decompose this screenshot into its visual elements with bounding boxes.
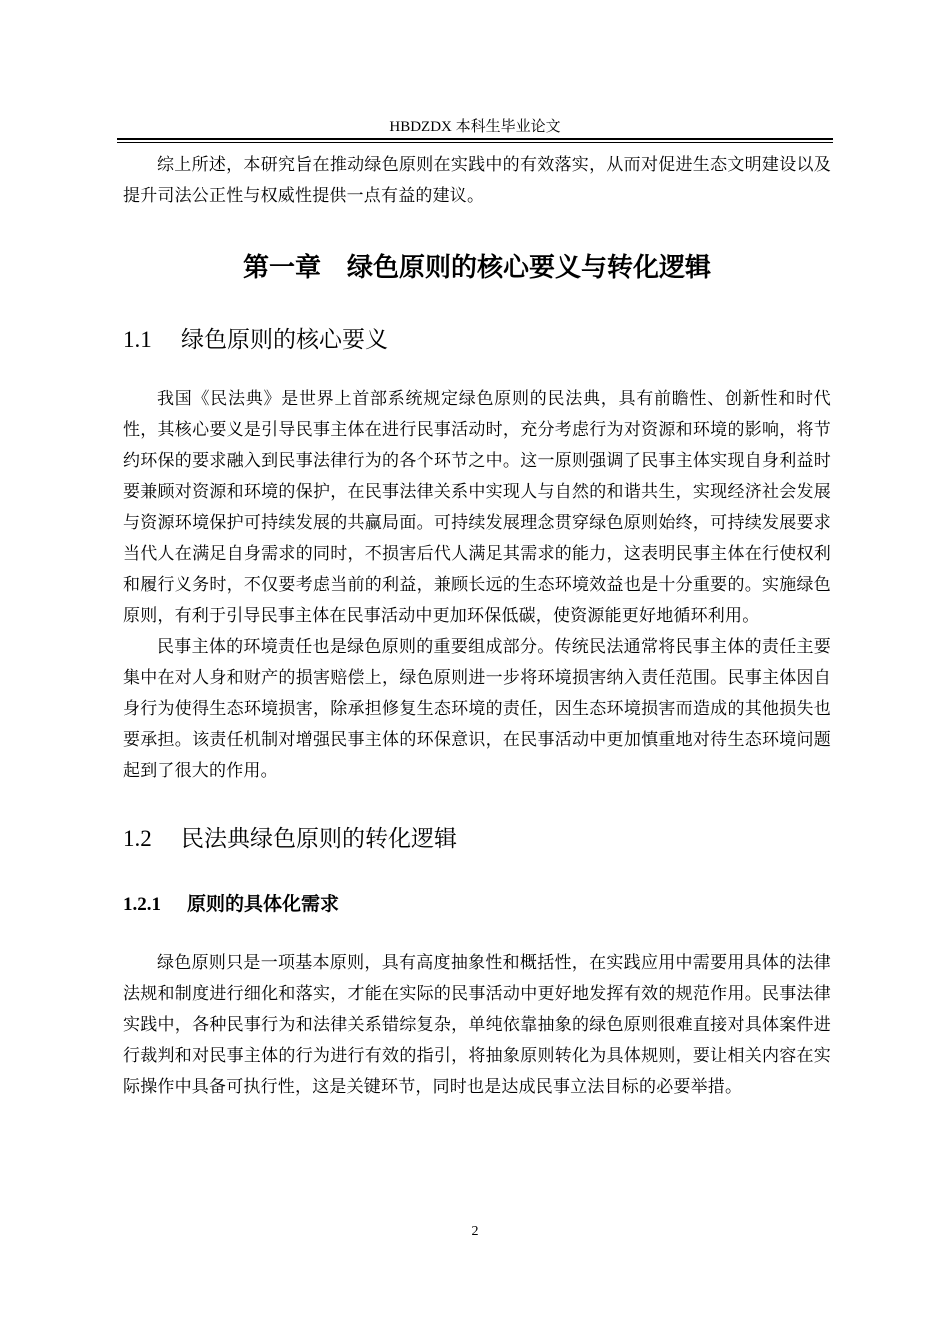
section-heading-1-1 [123,322,831,358]
running-header: HBDZDX 本科生毕业论文 [389,119,561,135]
subsection-heading-1-2-1 [123,889,831,920]
section-heading-1-2 [123,821,831,857]
page-body [123,150,831,1103]
page-number: 2 [471,1224,479,1239]
section-number: 1.2 [123,826,152,851]
intro-paragraph: 综上所述，本研究旨在推动绿色原则在实践中的有效落实，从而对促进生态文明建设以及提升司法公正性与权威性提供一点有益的建议。 [123,155,831,206]
section-number: 1.1 [123,327,152,352]
header-rule-thick [117,138,833,140]
subsection-title: 原则的具体化需求 [187,893,340,915]
subsection-number: 1.2.1 [123,894,161,915]
paragraph-1-2-1: 绿色原则只是一项基本原则，具有高度抽象性和概括性，在实践应用中需要用具体的法律法规和制度进行细化和落实，才能在实际的民事活动中更好地发挥有效的规范作用。民事法律实践中，各种民事行为和法律关系错综复杂，单纯依靠抽象的绿色原则很难直接对具体案件进行裁判和对民事主体的行为进行有效的指引，将抽象原则转化为具体规则，要让相关内容在实际操作中具备可执行性，这是关键环节，同时也是达成民事立法目标的必要举措。 [123,953,831,1097]
paragraph-1-1-a: 我国《民法典》是世界上首部系统规定绿色原则的民法典，具有前瞻性、创新性和时代性，其核心要义是引导民事主体在进行民事活动时，充分考虑行为对资源和环境的影响，将节约环保的要求融入到民事法律行为的各个环节之中。这一原则强调了民事主体实现自身利益时要兼顾对资源和环境的保护，在民事法律关系中实现人与自然的和谐共生，实现经济社会发展与资源环境保护可持续发展的共赢局面。可持续发展理念贯穿绿色原则始终，可持续发展要求当代人在满足自身需求的同时，不损害后代人满足其需求的能力，这表明民事主体在行使权利和履行义务时，不仅要考虑当前的利益，兼顾长远的生态环境效益也是十分重要的。实施绿色原则，有利于引导民事主体在民事活动中更加环保低碳，使资源能更好地循环利用。 [123,389,831,626]
chapter-title: 第一章 绿色原则的核心要义与转化逻辑 [242,253,711,283]
section-title: 民法典绿色原则的转化逻辑 [181,826,457,852]
header-rule-thin [117,142,833,143]
paragraph-1-1-b: 民事主体的环境责任也是绿色原则的重要组成部分。传统民法通常将民事主体的责任主要集中在对人身和财产的损害赔偿上，绿色原则进一步将环境损害纳入责任范围。民事主体因自身行为使得生态环境损害，除承担修复生态环境的责任，因生态环境损害而造成的其他损失也要承担。该责任机制对增强民事主体的环保意识，在民事活动中更加慎重地对待生态环境问题起到了很大的作用。 [123,637,831,781]
section-title: 绿色原则的核心要义 [181,327,388,353]
